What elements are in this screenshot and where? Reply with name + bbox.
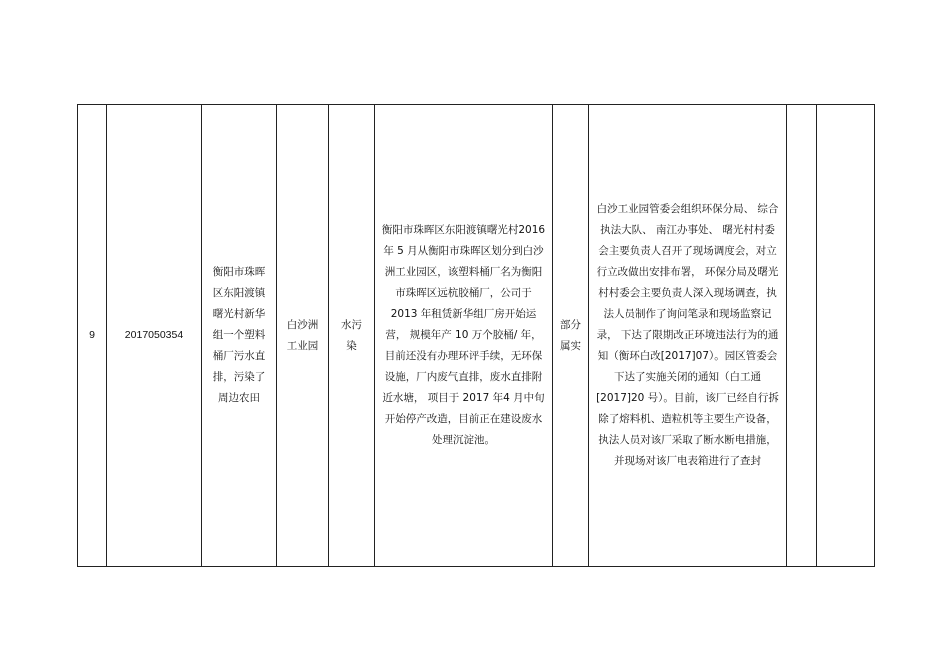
investigation-description: 衡阳市珠晖区东阳渡镇曙光村2016 年 5 月从衡阳市珠晖区划分到白沙洲工业园区，该塑料桶厂名为衡阳市珠晖区远杭胶桶厂，公司于 2013 年租赁新华组厂房开始运营， 规模年产 10 万个胶桶/ 年，目前还没有办理环评手续，无环保设施，厂内废气直排，废水直排附近水塘， 项目于 2017 年4 月中旬开始停产改造，目前正在建设废水处理沉淀池。	[375, 105, 553, 567]
row-number: 9	[78, 105, 107, 567]
verdict: 部分属实	[553, 105, 589, 567]
handling-result: 白沙工业园管委会组织环保分局、 综合执法大队、 南江办事处、 曙光村村委会主要负责人召开了现场调度会，对立行立改做出安排布署， 环保分局及曙光村村委会主要负责人深入现场调查，执法人员制作了询问笔录和现场监察记录， 下达了限期改正环境违法行为的通知（衡环白改[2017]07）。园区管委会下达了实施关闭的通知（白工通 [2017]20 号）。目前，该厂已经自行拆除了熔料机、造粒机等主要生产设备， 执法人员对该厂采取了断水断电措施， 并现场对该厂电表箱进行了查封	[589, 105, 787, 567]
case-id: 2017050354	[107, 105, 202, 567]
administrative-area: 白沙洲工业园	[277, 105, 329, 567]
issue-summary: 衡阳市珠晖区东阳渡镇曙光村新华组一个塑料桶厂污水直排，污染了周边农田	[202, 105, 277, 567]
table-row	[78, 105, 875, 567]
pollution-type: 水污染	[329, 105, 375, 567]
extra-column-2	[817, 105, 875, 567]
extra-column-1	[787, 105, 817, 567]
complaint-table	[77, 104, 875, 567]
